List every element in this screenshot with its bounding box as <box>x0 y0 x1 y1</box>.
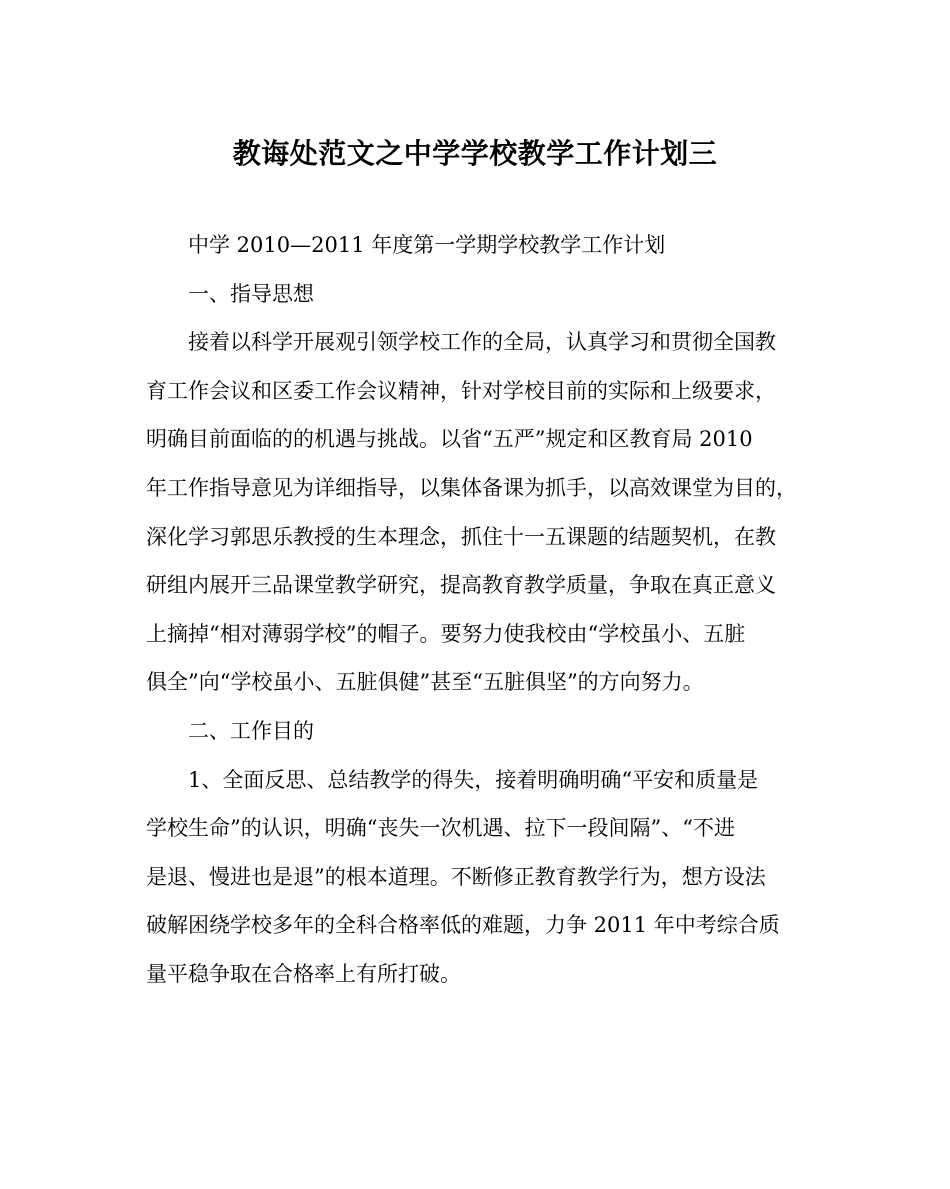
paragraph-line: 是退、慢进也是退”的根本道理。不断修正教育教学行为，想方设法 <box>146 864 766 889</box>
paragraph-line: 研组内展开三品课堂教学研究，提高教育教学质量，争取在真正意义 <box>146 573 776 598</box>
paragraph-line: 年工作指导意见为详细指导，以集体备课为抓手，以高效课堂为目的， <box>146 475 797 500</box>
subtitle-line: 中学 2010—2011 年度第一学期学校教学工作计划 <box>188 233 666 257</box>
document-title: 教诲处范文之中学学校教学工作计划三 <box>232 137 718 170</box>
document-body <box>146 221 811 999</box>
paragraph-line: 量平稳争取在合格率上有所打破。 <box>146 961 461 986</box>
section-heading-guiding-thought: 一、指导思想 <box>188 281 314 306</box>
section-heading-work-goals: 二、工作目的 <box>188 718 314 743</box>
paragraph-line: 俱全”向“学校虽小、五脏俱健”甚至“五脏俱坚”的方向努力。 <box>146 670 704 695</box>
paragraph-line: 破解困绕学校多年的全科合格率低的难题，力争 2011 年中考综合质 <box>146 913 780 938</box>
paragraph-line: 1、全面反思、总结教学的得失，接着明确明确“平安和质量是 <box>188 767 759 792</box>
paragraph-line: 深化学习郭思乐教授的生本理念，抓住十一五课题的结题契机，在教 <box>146 524 776 549</box>
paragraph-line: 明确目前面临的的机遇与挑战。以省“五严”规定和区教育局 2010 <box>146 427 753 452</box>
paragraph-line: 育工作会议和区委工作会议精神，针对学校目前的实际和上级要求， <box>146 378 776 403</box>
paragraph-line: 上摘掉“相对薄弱学校”的帽子。要努力使我校由“学校虽小、五脏 <box>146 621 746 646</box>
paragraph-line: 接着以科学开展观引领学校工作的全局，认真学习和贯彻全国教 <box>188 330 776 355</box>
paragraph-line: 学校生命”的认识，明确“丧失一次机遇、拉下一段间隔”、“不进 <box>146 816 735 841</box>
